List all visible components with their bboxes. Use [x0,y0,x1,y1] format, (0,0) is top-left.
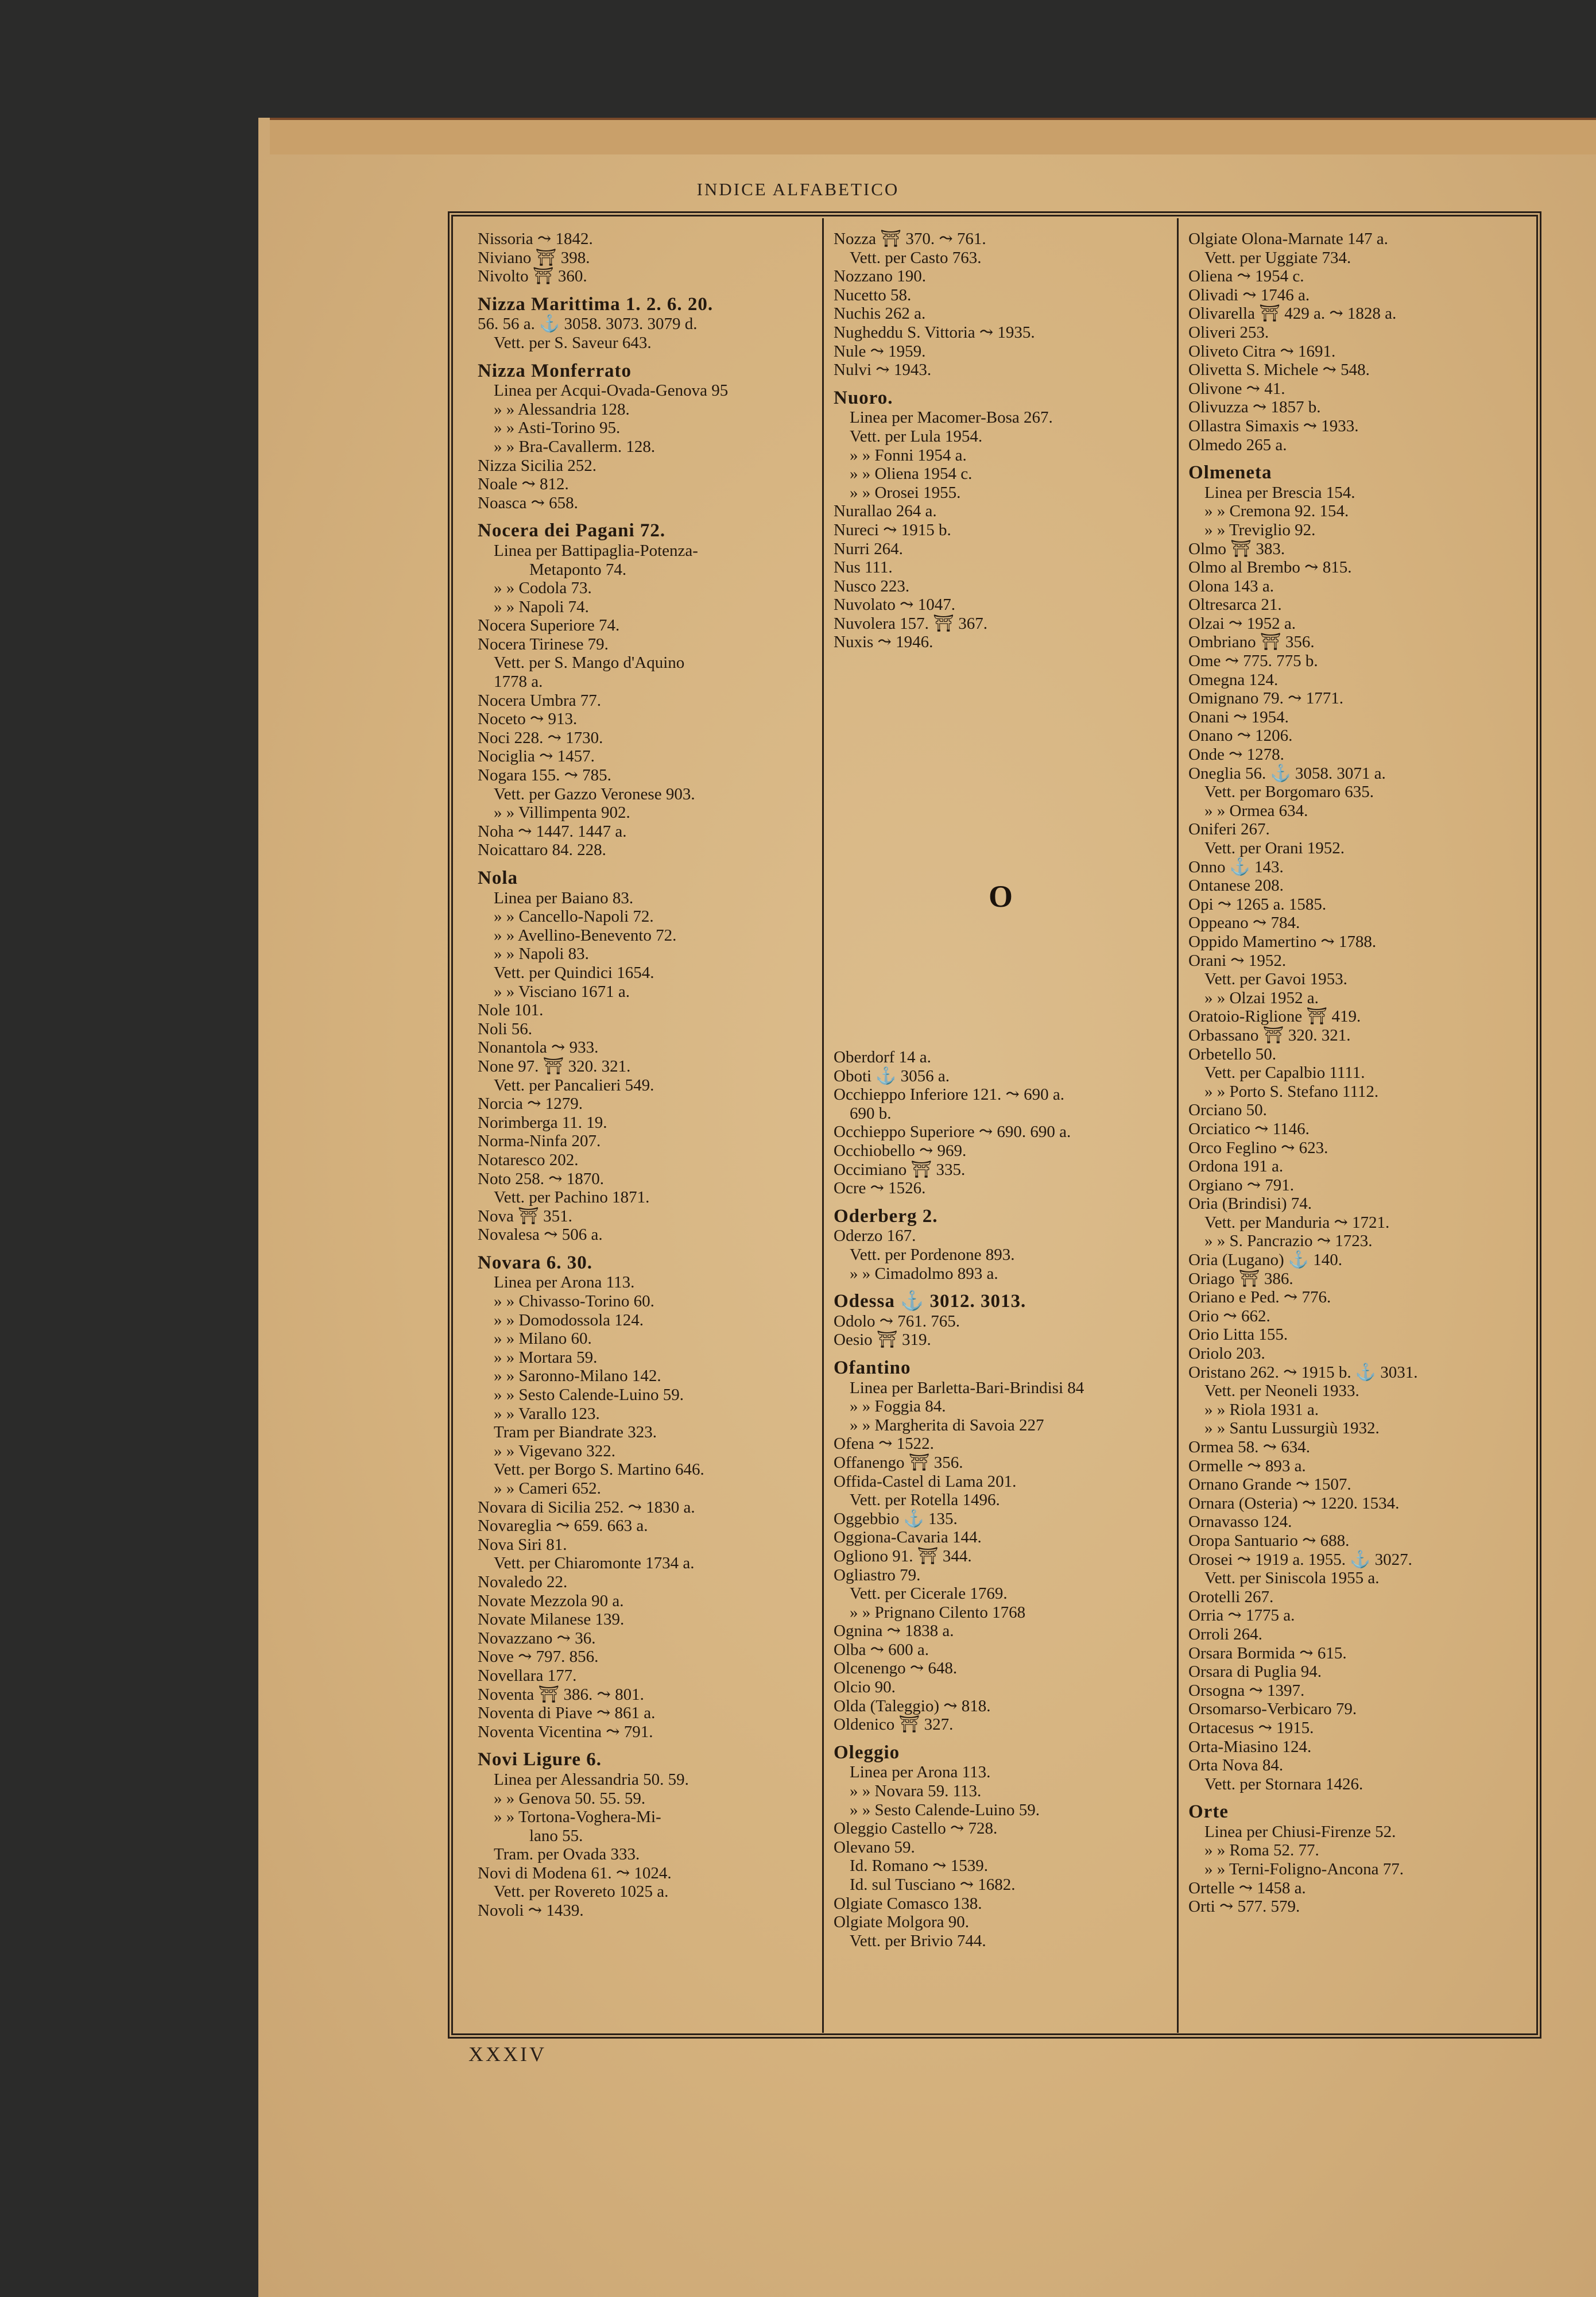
index-entry: Norcia ⤳ 1279. [478,1095,583,1113]
index-entry: Ome ⤳ 775. 775 b. [1188,652,1318,671]
index-heading: Novi Ligure 6. [478,1749,602,1770]
index-entry: Ogliastro 79. [834,1565,921,1584]
index-entry: None 97. ⛩ 320. 321. [478,1057,631,1076]
index-entry: Orio ⤳ 662. [1188,1306,1270,1325]
index-heading: Oleggio [834,1742,900,1763]
index-entry: » » Foggia 84. [850,1397,946,1416]
index-entry: » » Ormea 634. [1204,801,1308,820]
index-entry: Opi ⤳ 1265 a. 1585. [1188,895,1327,914]
index-entry: Orria ⤳ 1775 a. [1188,1606,1295,1625]
index-entry: Olcio 90. [834,1678,896,1697]
index-entry: Orsara Bormida ⤳ 615. [1188,1644,1347,1662]
index-entry: Oliveri 253. [1188,323,1269,342]
index-entry: Oriago ⛩ 386. [1188,1269,1293,1288]
index-entry: Olevano 59. [834,1838,915,1857]
index-entry: » » Codola 73. [494,579,592,598]
index-entry: Ornavasso 124. [1188,1513,1292,1532]
index-entry: Nuvolera 157. ⛩ 367. [834,614,987,633]
index-entry: Nonantola ⤳ 933. [478,1038,599,1057]
index-entry: Oriolo 203. [1188,1344,1265,1363]
index-entry: Nule ⤳ 1959. [834,342,926,361]
index-entry: Noventa Vicentina ⤳ 791. [478,1722,653,1741]
index-entry: Omegna 124. [1188,670,1279,689]
index-entry: Vett. per Manduria ⤳ 1721. [1204,1213,1390,1232]
index-entry: Oppido Mamertino ⤳ 1788. [1188,932,1377,951]
index-entry: Ormea 58. ⤳ 634. [1188,1438,1310,1456]
index-entry: Oleggio Castello ⤳ 728. [834,1819,998,1838]
index-entry: Oggiona-Cavaria 144. [834,1528,982,1547]
index-entry: Noale ⤳ 812. [478,475,569,494]
index-entry: Olmedo 265 a. [1188,435,1287,454]
index-entry: Nuxis ⤳ 1946. [834,633,933,652]
index-entry: Linea per Chiusi-Firenze 52. [1204,1822,1396,1841]
index-entry: » » Bra-Cavallerm. 128. [494,437,656,456]
index-entry: Oria (Lugano) ⚓ 140. [1188,1251,1343,1270]
index-entry: Olcenengo ⤳ 648. [834,1659,958,1678]
index-entry: » » Porto S. Stefano 1112. [1204,1082,1379,1101]
index-entry: Occhiobello ⤳ 969. [834,1142,967,1161]
index-entry: Linea per Arona 113. [850,1763,991,1782]
index-entry: Oneglia 56. ⚓ 3058. 3071 a. [1188,764,1386,783]
index-entry: Nole 101. [478,1001,544,1020]
index-entry: Orotelli 267. [1188,1587,1274,1606]
index-entry: Vett. per Lula 1954. [850,427,983,446]
index-entry: Orroli 264. [1188,1625,1262,1644]
index-entry: Orsomarso-Verbicaro 79. [1188,1700,1357,1719]
index-entry: Vett. per Neoneli 1933. [1204,1382,1359,1401]
index-entry: Novellara 177. [478,1666,577,1685]
index-entry: » » Cameri 652. [494,1479,601,1498]
index-entry: » » Riola 1931 a. [1204,1400,1319,1419]
index-entry: » » Santu Lussurgiù 1932. [1204,1419,1380,1438]
index-entry: lano 55. [529,1826,583,1845]
index-heading: Nocera dei Pagani 72. [478,520,666,542]
index-entry: » » Alessandria 128. [494,400,630,419]
index-entry: Occimiano ⛩ 335. [834,1160,966,1179]
index-entry: Novalesa ⤳ 506 a. [478,1225,603,1244]
index-entry: Noasca ⤳ 658. [478,493,578,512]
page-number: XXXIV [468,2043,547,2066]
index-entry: Olda (Taleggio) ⤳ 818. [834,1696,991,1715]
index-entry: Vett. per Chiaromonte 1734 a. [494,1554,695,1573]
index-entry: Vett. per Casto 763. [850,248,982,267]
index-entry: » » Visciano 1671 a. [494,982,630,1001]
page-header: INDICE ALFABETICO [696,179,900,199]
page-top-edge [270,118,1596,154]
index-entry: Occhieppo Superiore ⤳ 690. 690 a. [834,1123,1071,1142]
column-divider [1177,218,1179,2033]
index-entry: » » Cremona 92. 154. [1204,502,1349,521]
index-entry: Oggebbio ⚓ 135. [834,1509,958,1528]
index-entry: Olgiate Olona-Marnate 147 a. [1188,230,1388,248]
index-entry: Oratoio-Riglione ⛩ 419. [1188,1007,1361,1026]
index-entry: Noicattaro 84. 228. [478,841,606,860]
index-entry: Olgiate Molgora 90. [834,1913,969,1932]
index-entry: Nogara 155. ⤳ 785. [478,766,611,785]
index-entry: Oliveto Citra ⤳ 1691. [1188,342,1336,361]
index-entry: Vett. per Pordenone 893. [850,1246,1015,1264]
index-entry: Occhieppo Inferiore 121. ⤳ 690 a. [834,1085,1064,1104]
index-entry: » » Oliena 1954 c. [850,465,973,484]
index-entry: » » Domodossola 124. [494,1310,644,1329]
index-entry: Noventa di Piave ⤳ 861 a. [478,1704,656,1723]
index-entry: Ofena ⤳ 1522. [834,1434,934,1453]
index-entry: Olivadi ⤳ 1746 a. [1188,285,1310,304]
index-entry: » » Varallo 123. [494,1404,600,1423]
index-entry: Ortelle ⤳ 1458 a. [1188,1878,1306,1897]
index-entry: » » Roma 52. 77. [1204,1841,1319,1860]
index-entry: Vett. per Borgo S. Martino 646. [494,1460,704,1479]
index-entry: Vett. per Orani 1952. [1204,839,1345,857]
index-entry: » » Genova 50. 55. 59. [494,1789,646,1808]
index-entry: » » Milano 60. [494,1329,592,1348]
index-entry: » » Napoli 74. [494,597,589,616]
index-entry: Oberdorf 14 a. [834,1048,931,1067]
index-entry: Linea per Battipaglia-Potenza- [494,541,698,560]
index-entry: Noventa ⛩ 386. ⤳ 801. [478,1685,644,1704]
index-entry: » » Avellino-Benevento 72. [494,926,677,945]
index-entry: Nova ⛩ 351. [478,1206,572,1225]
index-entry: Nocera Umbra 77. [478,691,601,710]
index-entry: Orsara di Puglia 94. [1188,1662,1322,1681]
index-entry: Oesio ⛩ 319. [834,1331,931,1349]
index-entry: Vett. per Cicerale 1769. [850,1584,1008,1603]
index-entry: Noci 228. ⤳ 1730. [478,728,603,747]
index-entry: Vett. per Quindici 1654. [494,963,654,982]
index-entry: Vett. per Brivio 744. [850,1931,986,1950]
index-entry: Novi di Modena 61. ⤳ 1024. [478,1863,672,1882]
index-entry: Linea per Brescia 154. [1204,483,1355,502]
index-entry: Id. sul Tusciano ⤳ 1682. [850,1876,1016,1894]
index-entry: Id. Romano ⤳ 1539. [850,1857,988,1876]
index-entry: Offanengo ⛩ 356. [834,1453,963,1472]
index-entry: Linea per Arona 113. [494,1273,635,1292]
index-heading: Nizza Marittima 1. 2. 6. 20. [478,293,714,315]
index-entry: 1778 a. [494,672,543,691]
index-entry: Oria (Brindisi) 74. [1188,1194,1312,1213]
index-entry: Nivolto ⛩ 360. [478,267,587,286]
index-entry: » » Villimpenta 902. [494,803,630,822]
index-entry: Vett. per Siniscola 1955 a. [1204,1569,1380,1588]
index-heading: Nuoro. [834,387,893,408]
index-column-3 [1188,230,1530,2027]
index-entry: Vett. per Capalbio 1111. [1204,1064,1365,1082]
index-entry: Nocera Superiore 74. [478,616,620,635]
index-entry: Oppeano ⤳ 784. [1188,914,1300,933]
index-entry: Nus 111. [834,558,893,577]
index-entry: Nuvolato ⤳ 1047. [834,595,955,614]
section-letter: O [989,879,1013,914]
index-entry: Vett. per Pancalieri 549. [494,1076,654,1095]
index-entry: Orani ⤳ 1952. [1188,951,1287,970]
index-entry: Orgiano ⤳ 791. [1188,1175,1295,1194]
index-entry: Vett. per Gavoi 1953. [1204,970,1347,989]
index-entry: Nulvi ⤳ 1943. [834,361,932,380]
index-entry: Ollastra Simaxis ⤳ 1933. [1188,416,1359,435]
index-entry: Vett. per Stornara 1426. [1204,1774,1363,1793]
index-entry: Nurallao 264 a. [834,502,937,521]
index-entry: 690 b. [850,1104,892,1123]
index-entry: Tram per Biandrate 323. [494,1423,657,1442]
index-entry: Oropa Santuario ⤳ 688. [1188,1531,1350,1550]
index-entry: Nozzano 190. [834,267,927,286]
index-entry: Orta Nova 84. [1188,1756,1284,1775]
index-entry: Orciano 50. [1188,1101,1267,1120]
section-gap [834,652,1167,1048]
index-entry: Vett. per Rotella 1496. [850,1491,1000,1510]
index-entry: » » Margherita di Savoia 227 [850,1416,1044,1434]
index-entry: Vett. per Pachino 1871. [494,1188,650,1207]
index-entry: Odolo ⤳ 761. 765. [834,1312,960,1331]
index-entry: Norimberga 11. 19. [478,1113,607,1132]
index-entry: Orti ⤳ 577. 579. [1188,1897,1300,1916]
index-heading: Nizza Monferrato [478,360,632,381]
index-entry: Orsogna ⤳ 1397. [1188,1681,1305,1700]
index-heading: Odessa ⚓ 3012. 3013. [834,1291,1026,1312]
index-entry: Olmo ⛩ 383. [1188,539,1285,558]
index-entry: Oboti ⚓ 3056 a. [834,1066,950,1085]
index-entry: Noha ⤳ 1447. 1447 a. [478,822,627,841]
index-entry: Ornara (Osteria) ⤳ 1220. 1534. [1188,1494,1400,1513]
index-entry: Oliena ⤳ 1954 c. [1188,267,1304,286]
index-entry: Olona 143 a. [1188,577,1274,595]
index-entry: Noceto ⤳ 913. [478,710,578,729]
index-entry: Oniferi 267. [1188,820,1270,839]
index-entry: Onani ⤳ 1954. [1188,707,1289,726]
index-entry: » » Cancello-Napoli 72. [494,907,654,926]
index-entry: Nureci ⤳ 1915 b. [834,520,951,539]
index-entry: Vett. per S. Saveur 643. [494,333,652,352]
index-entry: » » Orosei 1955. [850,483,961,502]
index-entry: » » Novara 59. 113. [850,1782,982,1801]
index-entry: » » Asti-Torino 95. [494,419,621,438]
index-entry: Ordona 191 a. [1188,1157,1284,1176]
index-entry: Orio Litta 155. [1188,1325,1288,1344]
index-entry: » » Sesto Calende-Luino 59. [494,1386,684,1405]
index-entry: Oltresarca 21. [1188,595,1282,614]
index-entry: Nugheddu S. Vittoria ⤳ 1935. [834,323,1035,342]
index-entry: Linea per Baiano 83. [494,888,634,907]
index-entry: Niviano ⛩ 398. [478,248,590,267]
index-entry: Linea per Alessandria 50. 59. [494,1770,689,1789]
index-entry: Norma-Ninfa 207. [478,1132,601,1151]
index-entry: Vett. per Borgomaro 635. [1204,783,1374,802]
index-entry: Novaledo 22. [478,1572,568,1591]
column-divider [822,218,824,2033]
index-entry: Novareglia ⤳ 659. 663 a. [478,1517,648,1536]
index-entry: Noli 56. [478,1019,533,1038]
index-entry: Nusco 223. [834,577,910,595]
index-entry: Ormelle ⤳ 893 a. [1188,1456,1306,1475]
index-entry: Oldenico ⛩ 327. [834,1715,954,1734]
index-entry: Notaresco 202. [478,1150,579,1169]
index-entry: Onano ⤳ 1206. [1188,726,1293,745]
index-entry: Nurri 264. [834,539,903,558]
index-entry: » » Sesto Calende-Luino 59. [850,1800,1040,1819]
index-entry: Olivuzza ⤳ 1857 b. [1188,398,1321,417]
index-entry: Olivarella ⛩ 429 a. ⤳ 1828 a. [1188,304,1397,323]
index-entry: Nucetto 58. [834,285,912,304]
index-entry: » » Fonni 1954 a. [850,446,967,465]
index-heading: Oderberg 2. [834,1205,938,1227]
index-entry: » » Prignano Cilento 1768 [850,1603,1026,1622]
index-entry: Orbassano ⛩ 320. 321. [1188,1026,1351,1045]
index-entry: Orciatico ⤳ 1146. [1188,1119,1310,1138]
index-entry: » » Vigevano 322. [494,1441,615,1460]
index-heading: Novara 6. 30. [478,1252,592,1273]
index-entry: Noto 258. ⤳ 1870. [478,1169,605,1188]
index-entry: Nocera Tirinese 79. [478,635,609,653]
index-column-2 [834,230,1167,2027]
index-entry: Novazzano ⤳ 36. [478,1629,596,1648]
index-entry: Ornano Grande ⤳ 1507. [1188,1475,1351,1494]
index-entry: » » Terni-Foligno-Ancona 77. [1204,1860,1404,1879]
index-heading: Orte [1188,1801,1229,1823]
index-heading: Olmeneta [1188,462,1272,484]
index-entry: Vett. per Gazzo Veronese 903. [494,784,695,803]
index-entry: Ontanese 208. [1188,876,1284,895]
index-entry: Ortacesus ⤳ 1915. [1188,1718,1314,1737]
index-entry: » » S. Pancrazio ⤳ 1723. [1204,1232,1373,1251]
index-entry: Oristano 262. ⤳ 1915 b. ⚓ 3031. [1188,1363,1418,1382]
index-entry: Ogliono 91. ⛩ 344. [834,1546,972,1565]
index-entry: » » Cimadolmo 893 a. [850,1264,998,1283]
index-entry: Metaponto 74. [529,560,627,579]
index-entry: Novoli ⤳ 1439. [478,1901,584,1920]
index-entry: Vett. per S. Mango d'Aquino [494,653,685,672]
index-entry: Onde ⤳ 1278. [1188,745,1284,764]
index-heading: Ofantino [834,1357,911,1378]
index-entry: Ombriano ⛩ 356. [1188,633,1315,652]
index-entry: Novate Milanese 139. [478,1610,625,1629]
index-entry: » » Treviglio 92. [1204,520,1316,539]
index-entry: Offida-Castel di Lama 201. [834,1472,1017,1491]
index-entry: Oriano e Ped. ⤳ 776. [1188,1288,1331,1307]
index-entry: Olzai ⤳ 1952 a. [1188,614,1296,633]
index-entry: Nociglia ⤳ 1457. [478,747,595,766]
index-entry: Linea per Barletta-Bari-Brindisi 84 [850,1378,1084,1397]
index-entry: Olmo al Brembo ⤳ 815. [1188,558,1352,577]
index-entry: Oderzo 167. [834,1227,916,1246]
index-entry: Nove ⤳ 797. 856. [478,1648,599,1666]
index-entry: Olba ⤳ 600 a. [834,1640,929,1659]
index-entry: Orta-Miasino 124. [1188,1737,1312,1756]
index-entry: » » Chivasso-Torino 60. [494,1292,654,1311]
index-entry: Omignano 79. ⤳ 1771. [1188,689,1343,708]
index-entry: Tram. per Ovada 333. [494,1845,640,1864]
index-entry: Novara di Sicilia 252. ⤳ 1830 a. [478,1498,695,1517]
index-entry: » » Tortona-Voghera-Mi- [494,1808,661,1827]
index-heading: Nola [478,868,518,888]
index-entry: Orosei ⤳ 1919 a. 1955. ⚓ 3027. [1188,1550,1412,1569]
index-entry: Nissoria ⤳ 1842. [478,230,593,248]
index-entry: Nozza ⛩ 370. ⤳ 761. [834,230,986,248]
index-entry: Vett. per Rovereto 1025 a. [494,1882,669,1901]
index-entry: Novate Mezzola 90 a. [478,1591,624,1610]
index-entry: Ocre ⤳ 1526. [834,1179,926,1198]
index-entry: Ognina ⤳ 1838 a. [834,1622,954,1641]
index-entry: » » Saronno-Milano 142. [494,1367,661,1386]
index-entry: » » Mortara 59. [494,1348,598,1367]
index-entry: Nizza Sicilia 252. [478,456,596,475]
index-entry: Nova Siri 81. [478,1535,567,1554]
index-entry: Vett. per Uggiate 734. [1204,248,1351,267]
index-entry: Nuchis 262 a. [834,304,926,323]
index-entry: Olivone ⤳ 41. [1188,379,1285,398]
index-column-1 [478,230,809,2027]
index-entry: 56. 56 a. ⚓ 3058. 3073. 3079 d. [478,315,698,334]
index-entry: Orco Feglino ⤳ 623. [1188,1138,1328,1157]
index-entry: » » Olzai 1952 a. [1204,988,1319,1007]
index-entry: Olgiate Comasco 138. [834,1894,982,1913]
index-entry: Orbetello 50. [1188,1045,1277,1064]
index-entry: Onno ⚓ 143. [1188,857,1284,876]
index-entry: Linea per Acqui-Ovada-Genova 95 [494,381,729,400]
index-entry: Linea per Macomer-Bosa 267. [850,408,1053,427]
index-entry: » » Napoli 83. [494,945,589,964]
index-entry: Olivetta S. Michele ⤳ 548. [1188,361,1370,380]
